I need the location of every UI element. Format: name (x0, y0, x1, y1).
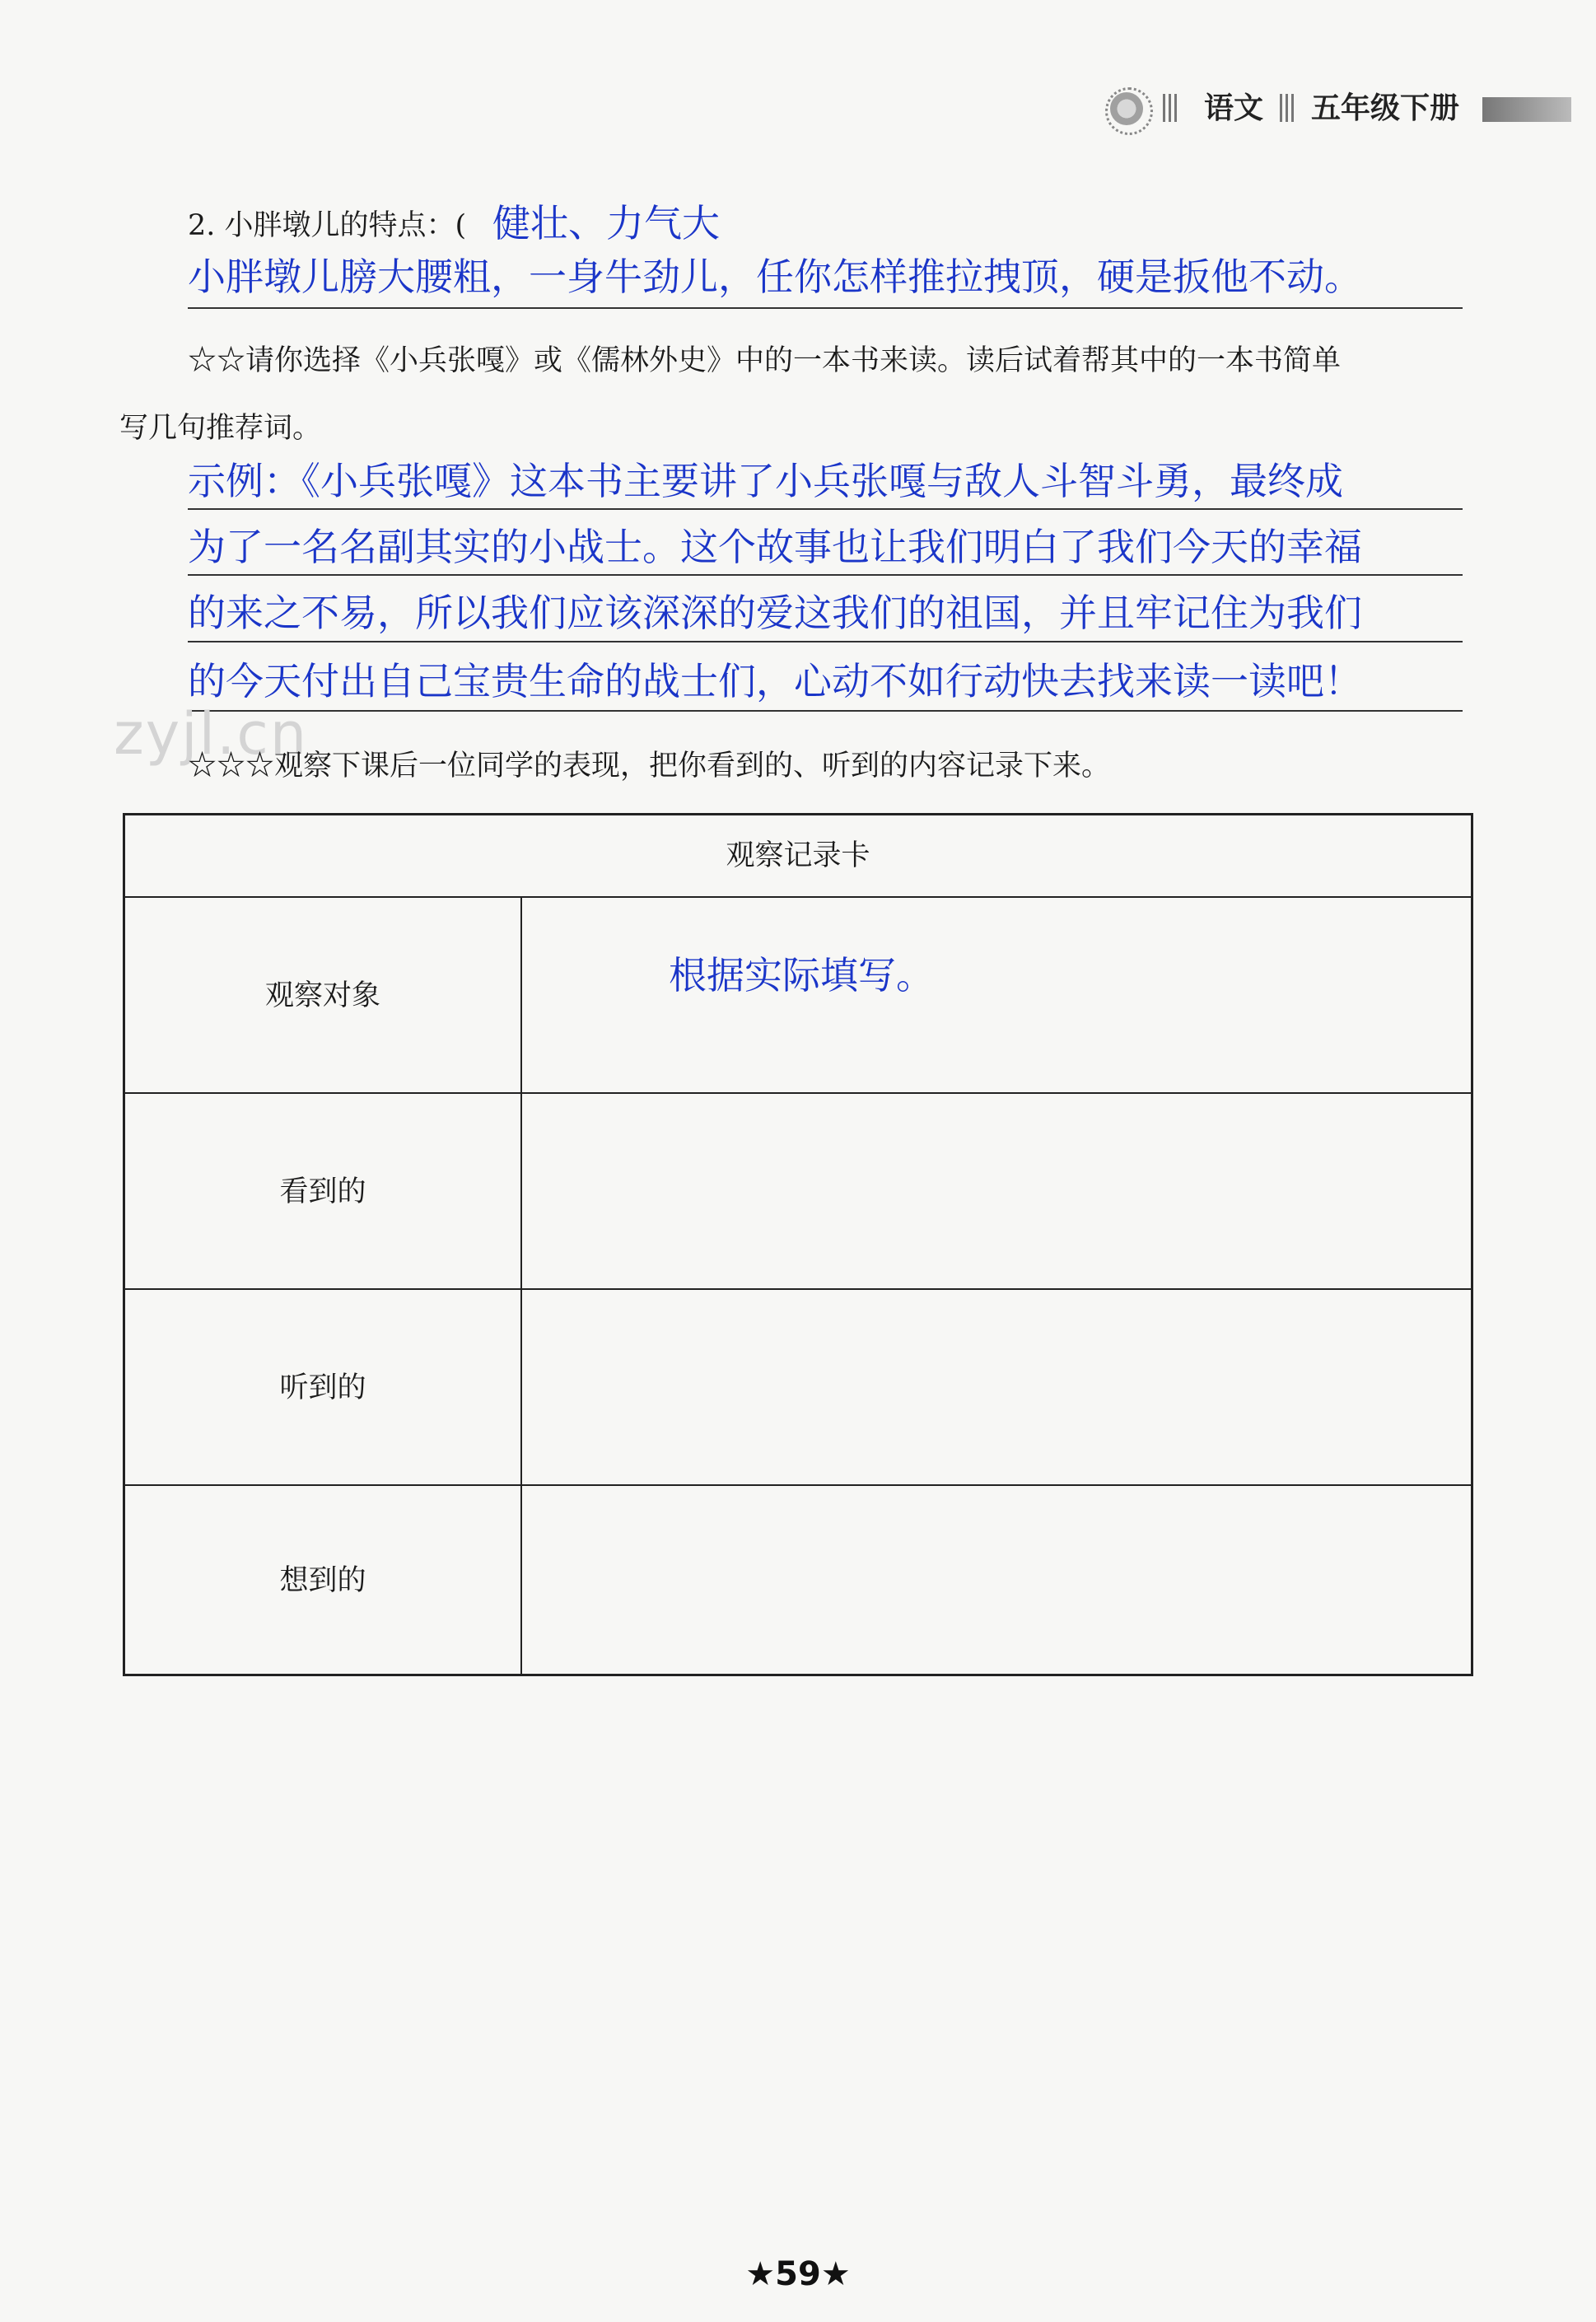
row-label: 观察对象 (264, 979, 380, 1012)
answer-rule (188, 307, 1463, 309)
page-number: ★59★ (745, 2255, 851, 2293)
books-prompt-line1: ☆☆请你选择《小兵张嘎》或《儒林外史》中的一本书来读。读后试着帮其中的一本书简单 (188, 344, 1342, 377)
answer-rule (188, 574, 1463, 576)
answer-rule (188, 508, 1463, 510)
row-label: 想到的 (279, 1564, 366, 1597)
row-answer: 根据实际填写。 (669, 953, 934, 997)
card-row (125, 896, 1471, 1092)
sun-logo-icon (1110, 92, 1143, 125)
card-title: 观察记录卡 (726, 839, 870, 872)
header-subject: 语文 (1204, 91, 1264, 125)
divider-bars-icon (1280, 94, 1295, 122)
row-label: 看到的 (279, 1175, 366, 1208)
books-answer-line: 为了一名名副其实的小战士。这个故事也让我们明白了我们今天的幸福 (188, 525, 1362, 569)
card-row (125, 1288, 1471, 1484)
books-answer-line: 示例：《小兵张嘎》这本书主要讲了小兵张嘎与敌人斗智斗勇，最终成 (188, 459, 1343, 503)
header-grade: 五年级下册 (1311, 91, 1460, 125)
books-answer-line: 的今天付出自己宝贵生命的战士们，心动不如行动快去找来读一读吧！ (188, 659, 1362, 703)
answer-rule (188, 710, 1463, 712)
card-row (125, 1092, 1471, 1288)
answer-rule (188, 641, 1463, 642)
divider-bars-icon (1163, 94, 1178, 122)
books-answer-line: 的来之不易，所以我们应该深深的爱这我们的祖国，并且牢记住为我们 (188, 591, 1362, 635)
page-header (1095, 89, 1571, 128)
watermark: zyjl.cn (114, 700, 309, 768)
card-row (125, 1484, 1471, 1674)
observe-prompt: ☆☆☆观察下课后一位同学的表现，把你看到的、听到的内容记录下来。 (188, 750, 1111, 783)
q2-answer-traits: 健壮、力气大 (492, 201, 720, 245)
row-label: 听到的 (279, 1371, 366, 1404)
header-strip (1482, 97, 1571, 122)
observation-card (123, 813, 1473, 1676)
books-prompt-line2: 写几句推荐词。 (119, 412, 322, 445)
q2-answer-sentence: 小胖墩儿膀大腰粗，一身牛劲儿，任你怎样推拉拽顶，硬是扳他不动。 (188, 255, 1362, 299)
q2-label: 2. 小胖墩儿的特点：( (188, 209, 467, 242)
